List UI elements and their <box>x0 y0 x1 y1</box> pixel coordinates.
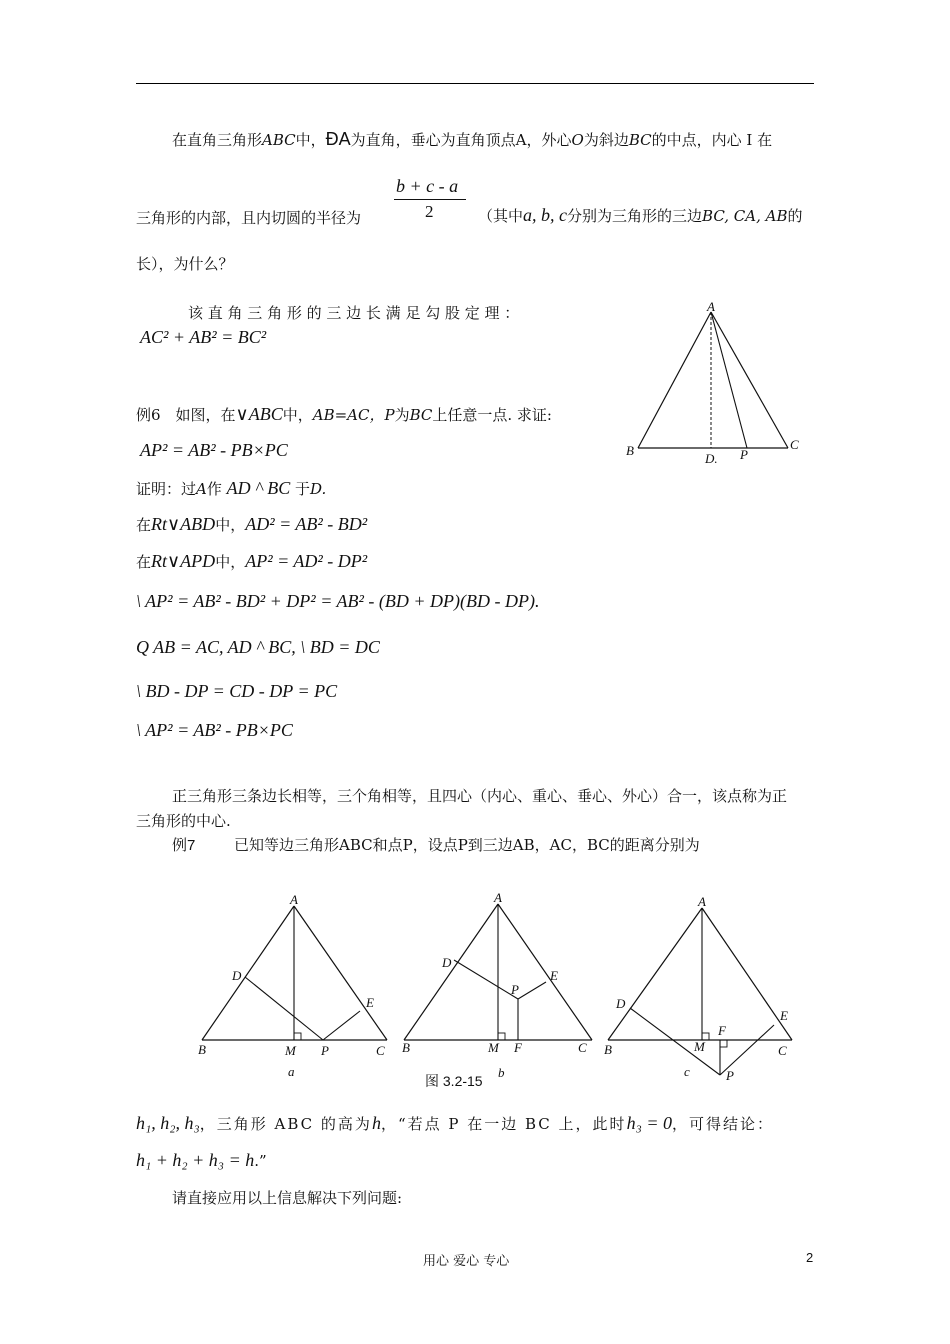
fraction-numerator: b + c - a <box>396 176 459 196</box>
fig1-side-ab <box>638 312 711 448</box>
equilateral-para-line2: 三角形的中心. <box>136 812 231 830</box>
pythagorean-equation: AC² + AB² = BC² <box>140 327 267 347</box>
figb-label-a: A <box>494 890 502 905</box>
figa-label-a: A <box>290 892 298 907</box>
para2-de: 的 <box>787 207 803 225</box>
para1-rest: 为直角，垂心为直角顶点A，外心 <box>350 131 572 149</box>
figa-side-ab <box>202 906 294 1040</box>
ex6-tri: ∨ABC <box>235 404 283 424</box>
para2-abc: a, b, c <box>523 205 568 225</box>
figb-label-p: P <box>511 982 519 997</box>
header-rule <box>136 83 814 84</box>
fig1-label-p: P <box>740 447 748 462</box>
para2-paren: （其中 <box>478 207 524 225</box>
proof-line2-math: AD² = AB² - BD² <box>245 514 368 534</box>
ex6-bc: BC <box>409 406 433 424</box>
ex6-cond: AB=AC，P <box>312 406 395 424</box>
proof-line6: \ BD - DP = CD - DP = PC <box>136 681 338 701</box>
figc-segment-dp <box>630 1008 720 1075</box>
fig1-label-d: D. <box>705 451 718 466</box>
proof-line3-pre: 在 <box>136 553 152 571</box>
para1-zhong: 中， <box>295 131 326 149</box>
figc-label-d: D <box>616 996 626 1011</box>
figb-label-e: E <box>550 968 558 983</box>
para1-rest2: 为斜边 <box>583 131 629 149</box>
proof-line1-pre: 证明：过 <box>136 480 197 498</box>
conclusion-t3: ，可得结论： <box>671 1115 774 1133</box>
figb-label-m: M <box>488 1040 499 1055</box>
proof-line3 <box>136 551 367 572</box>
proof-line1-zuo: 作 <box>206 480 222 498</box>
figa-label-p: P <box>321 1043 329 1058</box>
figb-label-b: B <box>402 1040 410 1055</box>
angle-symbol: ÐA <box>325 129 351 149</box>
para1-BC: BC <box>628 131 652 149</box>
figa-label-d: D <box>232 968 242 983</box>
para1-rest3: 的中点，内心 I 在 <box>651 131 773 149</box>
fig1-segment-ap <box>711 312 747 448</box>
fig1-label-c: C <box>790 437 799 452</box>
figc-label-a: A <box>698 894 706 909</box>
figure-c <box>598 890 808 1090</box>
page-number: 2 <box>806 1250 814 1265</box>
conclusion-t2: ，“若点 P 在一边 BC 上，此时 <box>380 1115 627 1133</box>
ex6-mid2: 为 <box>394 406 410 424</box>
figc-label-c: C <box>778 1043 787 1058</box>
example7-text: 已知等边三角形ABC和点P，设点P到三边AB，AC，BC的距离分别为 <box>234 836 700 854</box>
figb-label-c: C <box>578 1040 587 1055</box>
proof-line2 <box>136 514 367 535</box>
example7-label: 例7 <box>172 837 196 854</box>
figa-segment-dp <box>245 977 323 1040</box>
para2-after: 分别为三角形的三边 <box>567 207 703 225</box>
para2-sides: BC, CA, AB <box>702 207 788 225</box>
conclusion-t1: ，三角形 ABC 的高为 <box>199 1115 372 1133</box>
para1 <box>172 129 772 150</box>
example6-equation: AP² = AB² - PB×PC <box>140 440 288 460</box>
conclusion-close: .” <box>254 1152 267 1170</box>
figure-a <box>190 890 400 1090</box>
figc-side-ac <box>702 908 792 1040</box>
figa-side-ac <box>294 906 387 1040</box>
figa-label-b: B <box>198 1042 206 1057</box>
conclusion-line1 <box>136 1113 774 1134</box>
proof-line4: \ AP² = AB² - BD² + DP² = AB² - (BD + DP)(BD - DP). <box>136 591 540 611</box>
figb-caption: b <box>498 1065 505 1080</box>
figc-label-m: M <box>694 1039 705 1054</box>
figc-label-b: B <box>604 1042 612 1057</box>
conclusion-line2 <box>136 1150 267 1171</box>
proof-line1-d: D. <box>310 480 327 498</box>
proof-line1-yu: 于 <box>295 480 311 498</box>
figb-segment-pe <box>518 982 546 999</box>
para1-prefix: 在直角三角形 <box>172 131 263 149</box>
equilateral-para-line1: 正三角形三条边长相等，三个角相等，且四心（内心、重心、垂心、外心）合一，该点称为正 <box>172 787 788 805</box>
figa-label-m: M <box>285 1043 296 1058</box>
figa-caption: a <box>288 1064 295 1079</box>
figb-label-d: D <box>442 955 452 970</box>
figb-right-angle-m <box>498 1033 505 1040</box>
proof-line7: \ AP² = AB² - PB×PC <box>136 720 293 740</box>
closing-line: 请直接应用以上信息解决下列问题: <box>172 1189 403 1207</box>
proof-line3-math: AP² = AD² - DP² <box>245 551 368 571</box>
fig1-label-a: A <box>707 299 715 314</box>
conclusion-h: h <box>371 1113 381 1133</box>
figure-isosceles-triangle <box>620 298 820 470</box>
figa-right-angle-m <box>294 1033 301 1040</box>
figb-segment-dp <box>454 960 518 999</box>
conclusion-h3: h₃ = 0 <box>626 1113 672 1133</box>
figc-label-p: P <box>726 1068 734 1083</box>
para4: 该 直 角 三 角 形 的 三 边 长 满 足 勾 股 定 理 ： <box>188 304 520 322</box>
para1-tri: ABC <box>262 131 296 149</box>
para2-right <box>478 205 803 226</box>
fraction-bar <box>394 199 466 200</box>
ex6-label: 例6 如图，在 <box>136 406 236 424</box>
figa-segment-pe <box>323 1011 360 1040</box>
figc-label-e: E <box>780 1008 788 1023</box>
figc-label-f: F <box>718 1023 726 1038</box>
figure-caption: 图 3.2-15 <box>425 1073 483 1089</box>
proof-line5: Q AB = AC, AD ^ BC, \ BD = DC <box>136 637 380 657</box>
fraction-denominator: 2 <box>425 202 434 221</box>
para3: 长），为什么？ <box>136 255 234 273</box>
fig1-label-b: B <box>626 443 634 458</box>
proof-line2-pre: 在 <box>136 516 152 534</box>
figa-label-c: C <box>376 1043 385 1058</box>
proof-line3-tri: Rt∨APD <box>151 551 216 571</box>
conclusion-h123: h₁, h₂, h₃ <box>136 1113 200 1133</box>
example6-statement <box>136 404 552 425</box>
figb-side-ac <box>498 904 592 1040</box>
proof-line1-math: AD ^ BC <box>226 478 291 498</box>
figa-label-e: E <box>366 995 374 1010</box>
conclusion-equation: h₁ + h₂ + h₃ = h <box>136 1150 255 1170</box>
figc-right-angle-f <box>720 1040 727 1047</box>
figc-caption: c <box>684 1064 690 1079</box>
fig1-side-ac <box>711 312 788 448</box>
figb-label-f: F <box>514 1040 522 1055</box>
proof-line3-zhong: 中， <box>215 553 246 571</box>
figure-b <box>396 890 606 1090</box>
proof-line1-a: A <box>196 480 207 498</box>
ex6-mid: 中， <box>282 406 313 424</box>
figc-side-ab <box>608 908 702 1040</box>
proof-line1 <box>136 478 326 499</box>
proof-line2-tri: Rt∨ABD <box>151 514 216 534</box>
proof-line2-zhong: 中， <box>215 516 246 534</box>
para1-O: O <box>571 131 584 149</box>
footer-text: 用心 爱心 专心 <box>423 1254 510 1269</box>
ex6-end: 上任意一点. 求证: <box>432 406 552 424</box>
figb-side-ab <box>404 904 498 1040</box>
para2-left: 三角形的内部，且内切圆的半径为 <box>136 209 362 227</box>
